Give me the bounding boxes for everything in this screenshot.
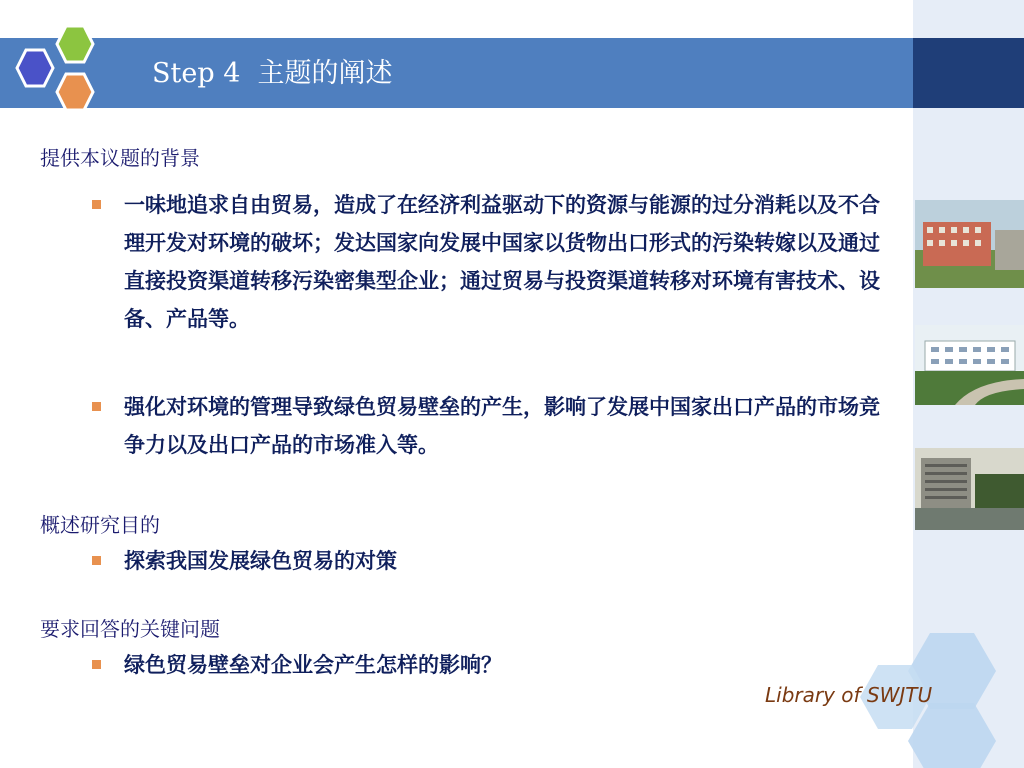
title-bar: [0, 38, 913, 108]
slide-title: Step 4 主题的阐述: [152, 58, 393, 89]
campus-building-photo-3: [915, 448, 1024, 530]
bullet-marker: [92, 660, 101, 669]
section-heading-key-questions: 要求回答的关键问题: [40, 617, 220, 641]
bullet-marker: [92, 556, 101, 565]
bullet-item: 绿色贸易壁垒对企业会产生怎样的影响？: [98, 646, 896, 684]
bullet-item: 探索我国发展绿色贸易的对策: [98, 542, 896, 580]
campus-building-photo-1: [915, 200, 1024, 288]
section-heading-purpose: 概述研究目的: [40, 513, 160, 537]
bullet-item: 强化对环境的管理导致绿色贸易壁垒的产生，影响了发展中国家出口产品的市场竞争力以及出口产品的市场准入等。: [98, 388, 896, 464]
campus-building-photo-2: [915, 325, 1024, 405]
bullet-marker: [92, 200, 101, 209]
section-heading-background: 提供本议题的背景: [40, 146, 200, 170]
bullet-marker: [92, 402, 101, 411]
hexagon-logo-icon: [10, 20, 125, 120]
title-bar-accent: [913, 38, 1024, 108]
footer-library-label: Library of SWJTU: [765, 683, 933, 707]
bullet-item: 一味地追求自由贸易，造成了在经济利益驱动下的资源与能源的过分消耗以及不合理开发对环境的破坏；发达国家向发展中国家以货物出口形式的污染转嫁以及通过直接投资渠道转移污染密集型企业；通过贸易与投资渠道转移对环境有害技术、设备、产品等。: [98, 186, 896, 338]
